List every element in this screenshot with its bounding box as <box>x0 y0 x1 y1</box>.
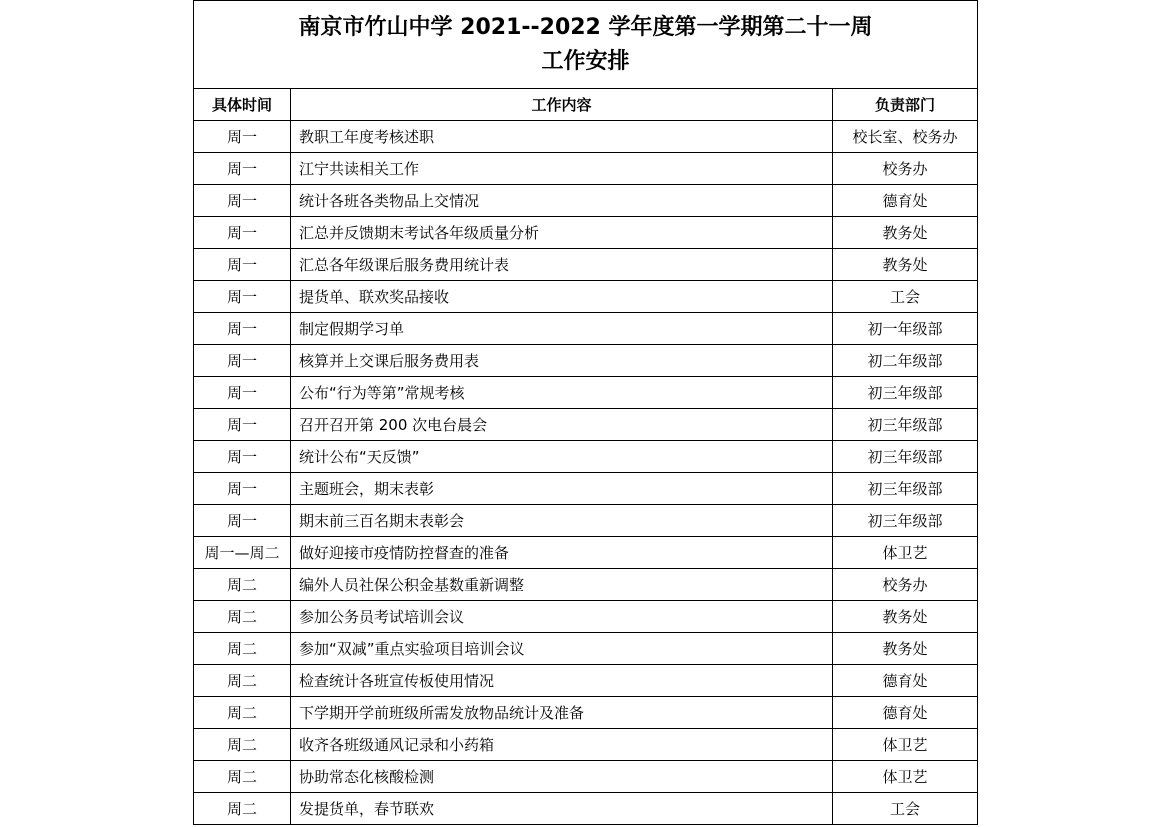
cell-time: 周一—周二 <box>194 537 291 569</box>
cell-task: 编外人员社保公积金基数重新调整 <box>291 569 833 601</box>
cell-dept: 工会 <box>833 793 978 825</box>
cell-task: 参加公务员考试培训会议 <box>291 601 833 633</box>
table-row <box>194 505 978 537</box>
cell-dept: 工会 <box>833 281 978 313</box>
table-row <box>194 569 978 601</box>
cell-dept: 初三年级部 <box>833 441 978 473</box>
cell-time: 周二 <box>194 569 291 601</box>
cell-time: 周二 <box>194 793 291 825</box>
table-row <box>194 537 978 569</box>
cell-task: 统计各班各类物品上交情况 <box>291 185 833 217</box>
cell-time: 周二 <box>194 601 291 633</box>
cell-dept: 体卫艺 <box>833 537 978 569</box>
cell-dept: 初三年级部 <box>833 505 978 537</box>
cell-task: 做好迎接市疫情防控督查的准备 <box>291 537 833 569</box>
table-row <box>194 313 978 345</box>
cell-task: 协助常态化核酸检测 <box>291 761 833 793</box>
page-subtitle: 工作安排 <box>541 48 630 74</box>
cell-dept: 校务办 <box>833 569 978 601</box>
cell-dept: 教务处 <box>833 601 978 633</box>
table-row <box>194 377 978 409</box>
cell-dept: 德育处 <box>833 697 978 729</box>
cell-task: 召开召开第 200 次电台晨会 <box>291 409 833 441</box>
cell-dept: 教务处 <box>833 217 978 249</box>
cell-task: 汇总并反馈期末考试各年级质量分析 <box>291 217 833 249</box>
cell-dept: 体卫艺 <box>833 729 978 761</box>
cell-dept: 教务处 <box>833 249 978 281</box>
cell-time: 周一 <box>194 505 291 537</box>
cell-dept: 德育处 <box>833 665 978 697</box>
table-row <box>194 217 978 249</box>
cell-time: 周一 <box>194 153 291 185</box>
cell-task: 主题班会，期末表彰 <box>291 473 833 505</box>
table-row <box>194 441 978 473</box>
cell-time: 周一 <box>194 217 291 249</box>
cell-time: 周二 <box>194 665 291 697</box>
table-row <box>194 729 978 761</box>
table-row <box>194 793 978 825</box>
cell-task: 收齐各班级通风记录和小药箱 <box>291 729 833 761</box>
page-title: 南京市竹山中学 2021--2022 学年度第一学期第二十一周 <box>298 14 873 40</box>
schedule-table <box>193 0 978 825</box>
cell-dept: 初三年级部 <box>833 473 978 505</box>
cell-dept: 德育处 <box>833 185 978 217</box>
cell-time: 周一 <box>194 409 291 441</box>
table-row <box>194 249 978 281</box>
cell-task: 期末前三百名期末表彰会 <box>291 505 833 537</box>
table-row <box>194 761 978 793</box>
cell-dept: 校务办 <box>833 153 978 185</box>
title-row <box>194 1 978 89</box>
cell-time: 周一 <box>194 473 291 505</box>
cell-task: 核算并上交课后服务费用表 <box>291 345 833 377</box>
cell-task: 下学期开学前班级所需发放物品统计及准备 <box>291 697 833 729</box>
column-header-dept: 负责部门 <box>833 89 978 121</box>
cell-task: 教职工年度考核述职 <box>291 121 833 153</box>
cell-time: 周二 <box>194 633 291 665</box>
table-row <box>194 633 978 665</box>
table-row <box>194 345 978 377</box>
cell-time: 周一 <box>194 185 291 217</box>
cell-task: 发提货单，春节联欢 <box>291 793 833 825</box>
cell-task: 检查统计各班宣传板使用情况 <box>291 665 833 697</box>
cell-dept: 初三年级部 <box>833 409 978 441</box>
cell-dept: 体卫艺 <box>833 761 978 793</box>
cell-time: 周一 <box>194 313 291 345</box>
column-header-task: 工作内容 <box>291 89 833 121</box>
table-row <box>194 665 978 697</box>
cell-time: 周一 <box>194 249 291 281</box>
cell-task: 江宁共读相关工作 <box>291 153 833 185</box>
cell-dept: 初三年级部 <box>833 377 978 409</box>
cell-time: 周一 <box>194 377 291 409</box>
cell-task: 汇总各年级课后服务费用统计表 <box>291 249 833 281</box>
cell-time: 周一 <box>194 281 291 313</box>
table-body <box>194 121 978 825</box>
cell-dept: 初二年级部 <box>833 345 978 377</box>
cell-task: 统计公布“天反馈” <box>291 441 833 473</box>
cell-time: 周一 <box>194 441 291 473</box>
cell-task: 制定假期学习单 <box>291 313 833 345</box>
cell-time: 周一 <box>194 345 291 377</box>
cell-time: 周二 <box>194 697 291 729</box>
title-cell <box>194 1 978 89</box>
column-header-time: 具体时间 <box>194 89 291 121</box>
cell-task: 公布“行为等第”常规考核 <box>291 377 833 409</box>
cell-dept: 教务处 <box>833 633 978 665</box>
table-row <box>194 281 978 313</box>
schedule-sheet <box>193 0 977 822</box>
cell-time: 周二 <box>194 729 291 761</box>
table-row <box>194 473 978 505</box>
cell-task: 提货单、联欢奖品接收 <box>291 281 833 313</box>
header-row <box>194 89 978 121</box>
cell-task: 参加“双减”重点实验项目培训会议 <box>291 633 833 665</box>
cell-time: 周一 <box>194 121 291 153</box>
table-row <box>194 601 978 633</box>
cell-dept: 校长室、校务办 <box>833 121 978 153</box>
cell-dept: 初一年级部 <box>833 313 978 345</box>
table-row <box>194 121 978 153</box>
cell-time: 周二 <box>194 761 291 793</box>
table-row <box>194 153 978 185</box>
table-row <box>194 185 978 217</box>
table-row <box>194 697 978 729</box>
table-row <box>194 409 978 441</box>
